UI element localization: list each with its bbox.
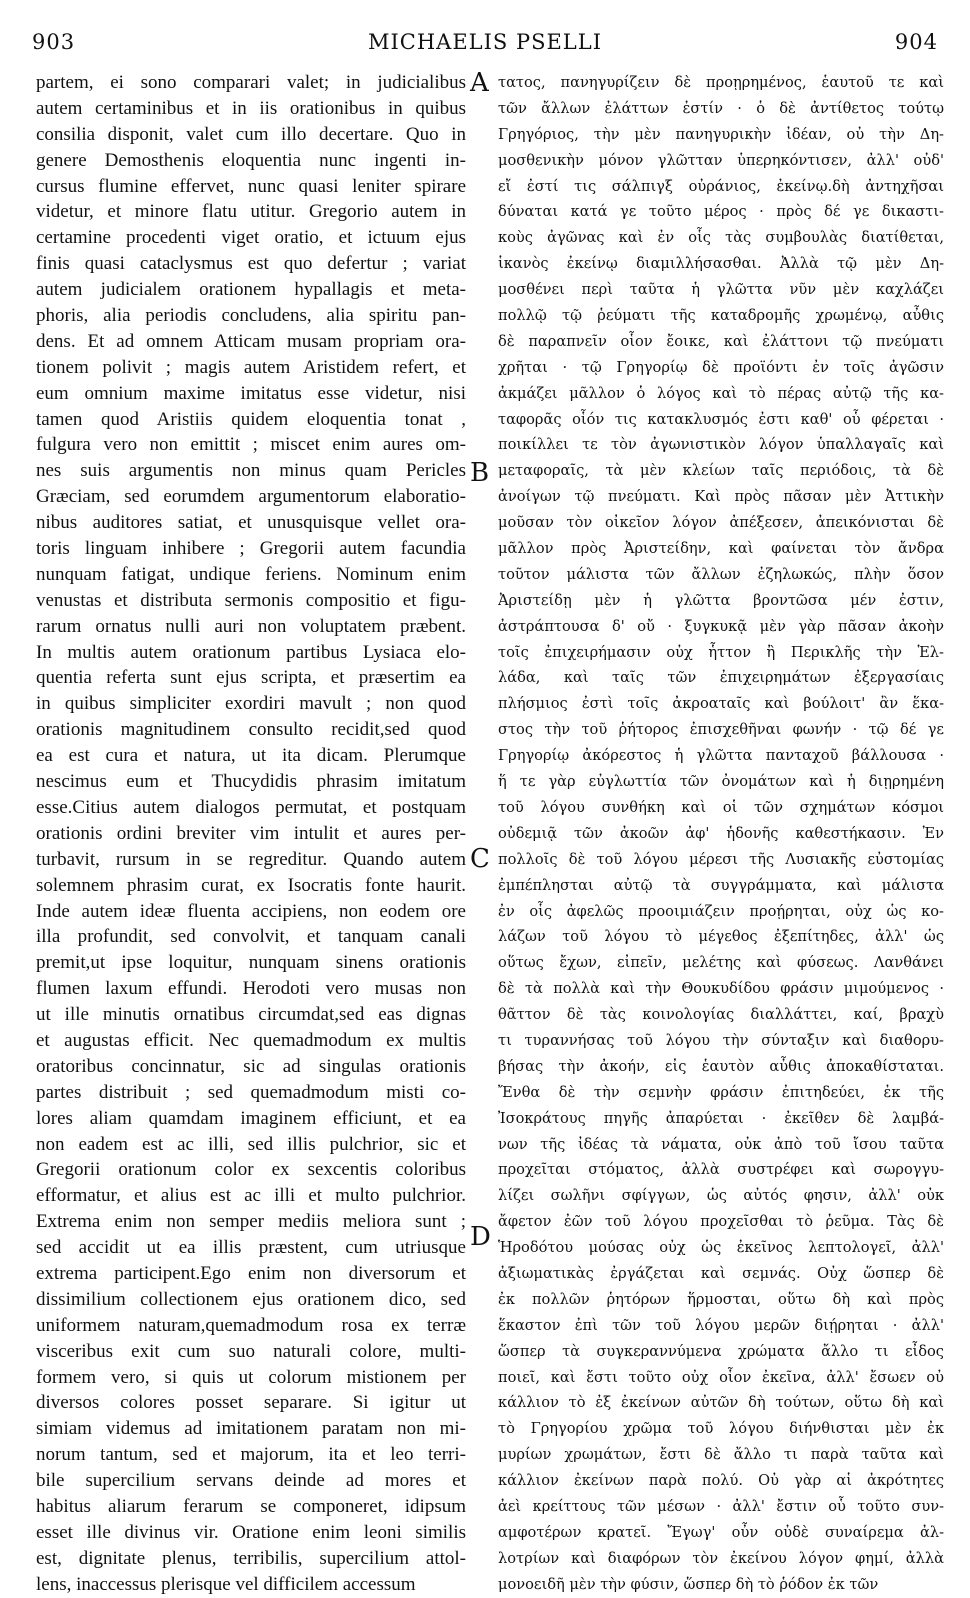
text-line: solemnem phrasim curat, ex Isocratis fonte haurit. bbox=[36, 874, 466, 896]
text-line: visceribus exit cum suo naturali colore, multi- bbox=[36, 1340, 466, 1362]
section-mark-c: C bbox=[470, 844, 490, 874]
text-line: fulgura vero non emittit ; miscet enim aures om- bbox=[36, 434, 466, 456]
text-line: μεταφοραῖς, τὰ μὲν κλείων ταῖς περιόδοις, τὰ δὲ bbox=[498, 462, 944, 480]
greek-column bbox=[498, 70, 944, 1598]
text-line: δὲ τὰ πολλὰ καὶ τὴν Θουκυδίδου φράσιν μιμούμενος · bbox=[498, 980, 944, 998]
text-line: μονοειδῆ μὲν τὴν φύσιν, ὥσπερ δὴ τὸ ῥόδον ἐκ τῶν bbox=[498, 1575, 879, 1593]
text-line: illa profundit, sed convolvit, et tanquam canali bbox=[36, 926, 466, 948]
text-line: norum tantum, sed et majorum, ita et leo terri- bbox=[36, 1444, 466, 1466]
text-line: turbavit, rursum in se regreditur. Quando autem bbox=[36, 848, 466, 870]
text-line: εἴ ἐστί τις σάλπιγξ οὐράνιος, ἐκείνῳ.δὴ ἀντηχῆσαι bbox=[498, 177, 944, 195]
running-title: MICHAELIS PSELLI bbox=[367, 30, 602, 54]
text-line: Ἰσοκράτους πηγῆς ἀπαρύεται · ἐκεῖθεν δὲ λαμβά- bbox=[498, 1109, 944, 1127]
text-line: κοὺς ἀγῶνας καὶ ἐν οἷς τὰς συμβουλὰς διατίθεται, bbox=[498, 229, 944, 247]
text-line: orationis ordini breviter vim intulit et aures per- bbox=[36, 822, 466, 844]
text-line: τατος, πανηγυρίζειν δὲ προῃρημένος, ἑαυτοῦ τε καὶ bbox=[498, 74, 944, 91]
text-line: eum omnium maxime imitatus esse videtur, nisi bbox=[36, 382, 466, 404]
text-line: ἀνοίγων τῷ πνεύματι. Καὶ πρὸς πᾶσαν μὲν Ἀττικὴν bbox=[498, 488, 944, 506]
text-line: flumen laxum effundi. Herodoti vero musas non bbox=[36, 978, 466, 1000]
text-line: ἐκ πολλῶν ῥητόρων ἥρμοσται, οὕτω δὴ καὶ πρὸς bbox=[498, 1290, 944, 1308]
text-line: diversos colores posset separare. Si igitur ut bbox=[36, 1392, 466, 1414]
text-line: οὕτως ἔχων, εἰπεῖν, μελέτης καὶ φύσεως. Λανθάνει bbox=[498, 954, 944, 972]
text-line: ἥ τε γὰρ εὐγλωττία τῶν ὀνομάτων καὶ ἡ διῃρημένη bbox=[498, 773, 944, 791]
text-line: πολλοῖς δὲ τοῦ λόγου μέρεσι τῆς Λυσιακῆς εὐστομίας bbox=[498, 850, 944, 868]
text-line: venustas et distributa sermonis compositio et figu- bbox=[36, 589, 466, 611]
text-line: δύναται κατά γε τοῦτο μέρος · πρὸς δέ γε δικαστι- bbox=[498, 203, 944, 221]
text-line: θᾶττον δὲ τὰς κοινολογίας διαλλάττει, καί, βραχὺ bbox=[498, 1006, 944, 1024]
text-line: αμφοτέρων κρατεῖ. Ἔγωγ' οὖν οὐδὲ συναίρεμα ἀλ- bbox=[498, 1523, 944, 1541]
text-line: τοῦ λόγου συνθήκη καὶ οἱ τῶν σχημάτων κόσμοι bbox=[498, 798, 944, 816]
text-line: lens, inaccessus plerisque vel difficilem accessum bbox=[36, 1573, 416, 1595]
text-line: cursus flumine effervet, nunc quasi leniter spirare bbox=[36, 175, 466, 197]
text-line: consilia disponit, valet cum illo decertare. Quo in bbox=[36, 123, 466, 145]
text-line: tamen quod Aristiis quidem eloquentia tonat , bbox=[36, 408, 466, 430]
page-number-left: 903 bbox=[32, 30, 76, 54]
text-line: autem judicialem orationem hypallagis et meta- bbox=[36, 279, 466, 301]
text-line: ἕκαστον ἐπὶ τῶν τοῦ λόγου μερῶν διῄρηται · ἀλλ' bbox=[498, 1316, 944, 1334]
text-line: nes suis argumentis non minus quam Pericles bbox=[36, 460, 466, 482]
text-line: ut ille minutis ornatibus circumdat,sed eas dignas bbox=[36, 1004, 466, 1026]
text-line: certamine procedenti viget oratio, et ictuum ejus bbox=[36, 227, 466, 249]
text-line: est, dignitate plenus, terribilis, supercilium attol- bbox=[36, 1547, 466, 1569]
text-line: In multis autem orationum partibus Lysiaca elo- bbox=[36, 641, 466, 663]
text-line: ἀξιωματικὰς ἐργάζεται καὶ σεμνάς. Οὐχ ὥσπερ δὲ bbox=[498, 1264, 944, 1282]
text-line: Γρηγορίῳ ἀκόρεστος ἡ γλῶττα πανταχοῦ βάλλουσα · bbox=[498, 747, 944, 765]
text-line: Inde autem ideæ fluenta accipiens, non eodem ore bbox=[36, 900, 466, 922]
text-line: bile supercilium servans deinde ad mores et bbox=[36, 1470, 466, 1492]
text-line: genere Demosthenis eloquentia nunc ingenti in- bbox=[36, 149, 466, 171]
text-line: λοτρίων καὶ διαφόρων τὸν ἐκείνου λόγον φημί, ἀλλὰ bbox=[498, 1549, 944, 1567]
text-line: τοῦτον μάλιστα τῶν ἄλλων ἐζηλωκώς, πλὴν ὅσον bbox=[498, 565, 944, 583]
text-line: ἐμπέπλησται αὐτῷ τὰ συγγράμματα, καὶ μάλιστα bbox=[498, 876, 944, 894]
text-line: μυρίων χρωμάτων, ἔστι δὲ ἄλλο τι παρὰ ταῦτα καὶ bbox=[498, 1446, 944, 1464]
text-line: Ἡροδότου μούσας οὐχ ὡς ἐκεῖνος λεπτολογεῖ, ἀλλ' bbox=[498, 1239, 944, 1257]
text-line: Ἀριστείδῃ μὲν ἡ γλῶττα βροντῶσα μέν ἐστιν, bbox=[498, 591, 944, 609]
text-line: premit,ut ipse loquitur, nunquam sinens orationis bbox=[36, 952, 466, 974]
text-line: προχεῖται στόματος, ἀλλὰ συστρέφει καὶ σωρογγυ- bbox=[498, 1161, 944, 1179]
text-line: quentia referta sunt ejus scripta, et præsertim ea bbox=[36, 667, 466, 689]
text-line: δὲ παραπνεῖν οἷον ἔοικε, καὶ ἐλάττονι τῷ πνεύματι bbox=[498, 332, 944, 350]
text-line: τὸ Γρηγορίου χρῶμα τοῦ λόγου διήνθισται μὲν ἐκ bbox=[498, 1420, 944, 1438]
text-line: κάλλιον τὸ ἐξ ἐκείνων αὐτῶν δὴ τούτων, οὕτω δὴ καὶ bbox=[498, 1394, 944, 1412]
text-line: partes distribuit ; sed quemadmodum misti co- bbox=[36, 1081, 466, 1103]
text-line: βήσας τὴν ἀκοήν, εἰς ἑαυτὸν αὖθις ἀποκαθίσταται. bbox=[498, 1057, 944, 1075]
text-line: τι τυραννήσας τοῦ λόγου τὴν σύνταξιν καὶ διαθορυ- bbox=[498, 1031, 944, 1049]
text-line: πολλῷ τῷ ῥεύματι τῆς καταδρομῆς χρωμένῳ, αὖθις bbox=[498, 307, 944, 325]
text-line: nunquam fatigat, undique feriens. Nominum enim bbox=[36, 563, 466, 585]
text-line: ὥσπερ τὰ συγκεραννύμενα χρώματα ἄλλο τι εἶδος bbox=[498, 1342, 944, 1360]
text-line: dissimilium collectionem ejus orationem dico, sed bbox=[36, 1288, 466, 1310]
text-line: esset ille divinus vir. Oratione enim leoni similis bbox=[36, 1521, 466, 1543]
text-line: μοῦσαν τὸν οἰκεῖον λόγον ἀπέξεσεν, ἀπεικόνισται δὲ bbox=[498, 514, 944, 532]
text-line: nescimus eum et Thucydidis phrasim imitatum bbox=[36, 771, 466, 793]
text-line: λάζων τοῦ λόγου τὸ μέγεθος ἐξεπίτηδες, ἀλλ' ὡς bbox=[498, 928, 944, 946]
text-line: simiam videmus ad imitationem paratam non mi- bbox=[36, 1418, 466, 1440]
latin-column bbox=[36, 70, 466, 1598]
text-line: dens. Et ad omnem Atticam musam propriam ora- bbox=[36, 330, 466, 352]
text-line: Gregorii orationum color ex sexcentis coloribus bbox=[36, 1159, 466, 1181]
text-line: nibus auditores satiat, et unusquisque vellet ora- bbox=[36, 512, 466, 534]
text-line: οὐδεμιᾷ τῶν ἀκοῶν ἀφ' ἡδονῆς καθεστήκασιν. Ἐν bbox=[498, 824, 944, 842]
text-line: ἄφετον ἐῶν τοῦ λόγου προχεῖσθαι τὸ ῥεῦμα. Τὰς δὲ bbox=[498, 1213, 944, 1231]
text-line: ποικίλλει τε τὸν ἀγωνιστικὸν λόγον ὑπαλλαγαῖς καὶ bbox=[498, 436, 944, 454]
text-line: uniformem naturam,quemadmodum rosa ex terræ bbox=[36, 1314, 466, 1336]
text-line: autem certaminibus et in iis orationibus in quibus bbox=[36, 97, 466, 119]
text-line: formem vero, si quis ut colorum mistionem per bbox=[36, 1366, 466, 1388]
text-line: tionem polivit ; magis autem Aristidem refert, et bbox=[36, 356, 466, 378]
text-line: ταφορᾶς οἷόν τις κατακλυσμός ἐστι καθ' οὗ φέρεται · bbox=[498, 410, 944, 428]
text-line: Græciam, sed eorumdem argumentorum elaboratio- bbox=[36, 486, 466, 508]
text-line: Extrema enim non semper mediis meliora sunt ; bbox=[36, 1211, 466, 1233]
text-line: τοῖς ἐπιχειρήμασιν οὐχ ἧττον ἢ Περικλῆς τὴν Ἑλ- bbox=[498, 643, 944, 661]
text-line: τῶν ἄλλων ἐλάττων ἐστίν · ὁ δὲ ἀντίθετος τούτῳ bbox=[498, 99, 944, 117]
page-header bbox=[30, 30, 940, 66]
text-line: finis quasi cataclysmus est quo defertur ; variat bbox=[36, 253, 466, 275]
text-line: phoris, alia periodis concludens, alia spiritu pan- bbox=[36, 305, 466, 327]
text-line: Γρηγόριος, τὴν μὲν πανηγυρικὴν ἰδέαν, οὐ τὴν Δη- bbox=[498, 125, 944, 143]
text-line: in quibus simpliciter exordiri mavult ; non quod bbox=[36, 693, 466, 715]
text-line: λίζει σωλῆνι σφίγγων, ὡς αὐτός φησιν, ἀλλ' οὐκ bbox=[498, 1187, 944, 1205]
text-line: λάδα, καὶ ταῖς τῶν ἐπιχειρημάτων ἐξεργασίαις bbox=[498, 669, 944, 687]
text-line: μοσθενικὴν μόνον γλῶτταν ὑπερηκόντισεν, ἀλλ' οὐδ' bbox=[498, 151, 944, 169]
text-line: πλήσμιος ἐστὶ τοῖς ἀκροαταῖς καὶ βούλοιτ' ἂν ἕκα- bbox=[498, 695, 944, 713]
text-line: orationis magnitudinem consulto recidit,sed quod bbox=[36, 719, 466, 741]
text-line: sed accidit ut ea illis præstent, cum utriusque bbox=[36, 1237, 466, 1259]
text-line: ἀστράπτουσα δ' οὔ · ξυγκυκᾷ μὲν γὰρ πᾶσαν ἀκοὴν bbox=[498, 617, 944, 635]
text-line: ἀκμάζει μᾶλλον ὁ λόγος καὶ τὸ πέρας αὐτῷ τῆς κα- bbox=[498, 384, 944, 402]
text-line: toris linguam inhibere ; Gregorii autem facundia bbox=[36, 538, 466, 560]
text-line: κάλλιον ἐκείνων παρὰ πολύ. Οὐ γὰρ αἱ ἀκρότητες bbox=[498, 1472, 944, 1490]
text-line: ea est cura et natura, ut ita dicam. Plerumque bbox=[36, 745, 466, 767]
text-line: μᾶλλον πρὸς Ἀριστείδην, καὶ φαίνεται τὸν ἄνδρα bbox=[498, 540, 944, 558]
text-line: ἀεὶ κρείττους τῶν μέσων · ἀλλ' ἔστιν οὗ τοῦτο συν- bbox=[498, 1497, 944, 1515]
text-line: νων τῆς ἰδέας τὰ νάματα, οὐκ ἀπὸ τοῦ ἴσου ταῦτα bbox=[498, 1135, 944, 1153]
text-line: Ἔνθα δὲ τὴν σεμνὴν φράσιν ἐπιτηδεύει, ἐκ τῆς bbox=[498, 1083, 944, 1101]
text-line: efformatur, et alius est ac illi et multo pulchrior. bbox=[36, 1185, 466, 1207]
text-line: esse.Citius autem dialogos permutat, et postquam bbox=[36, 796, 466, 818]
text-line: non eadem est ac illi, sed illis pulchrior, sic et bbox=[36, 1133, 466, 1155]
page-number-right: 904 bbox=[894, 30, 938, 54]
section-mark-a: A bbox=[470, 68, 489, 98]
text-line: extrema participent.Ego enim non diversorum et bbox=[36, 1262, 466, 1284]
section-mark-b: B bbox=[470, 458, 490, 488]
text-line: στος τὴν τοῦ ῥήτορος ἐπισχεθῆναι φωνήν · τῷ δέ γε bbox=[498, 721, 944, 739]
section-mark-d: D bbox=[470, 1222, 491, 1252]
text-line: χρῆται · τῷ Γρηγορίῳ δὲ προϊόντι ἐν τοῖς ἀγῶσιν bbox=[498, 358, 944, 376]
text-line: ἱκανὸς ἐκείνῳ διαμιλλήσασθαι. Ἀλλὰ τῷ μὲν Δη- bbox=[498, 255, 944, 273]
text-line: rarum ornatus nulli auri non voluptatem præbent. bbox=[36, 615, 466, 637]
text-line: ἐν οἷς ἀφελῶς προοιμιάζειν προῄρηται, οὐχ ὡς κο- bbox=[498, 902, 944, 920]
text-line: et augustas efficit. Nec quemadmodum ex multis bbox=[36, 1029, 466, 1051]
text-line: μοσθένει περὶ ταῦτα ἡ γλῶττα νῦν μὲν καχλάζει bbox=[498, 281, 944, 299]
text-line: ποιεῖ, καὶ ἔστι τοῦτο οὐχ οἷον ἐκεῖνα, ἀλλ' ἔσωεν οὐ bbox=[498, 1368, 944, 1386]
text-line: lores aliam quamdam imaginem efficiunt, et ea bbox=[36, 1107, 466, 1129]
text-line: videtur, et minore flatu utitur. Gregorio autem in bbox=[36, 201, 466, 223]
text-line: habitus aliarum ferarum se componeret, idipsum bbox=[36, 1495, 466, 1517]
text-line: partem, ei sono comparari valet; in judicialibus bbox=[36, 72, 466, 93]
text-line: oratoribus concinnatur, sic ad singulas orationis bbox=[36, 1055, 466, 1077]
